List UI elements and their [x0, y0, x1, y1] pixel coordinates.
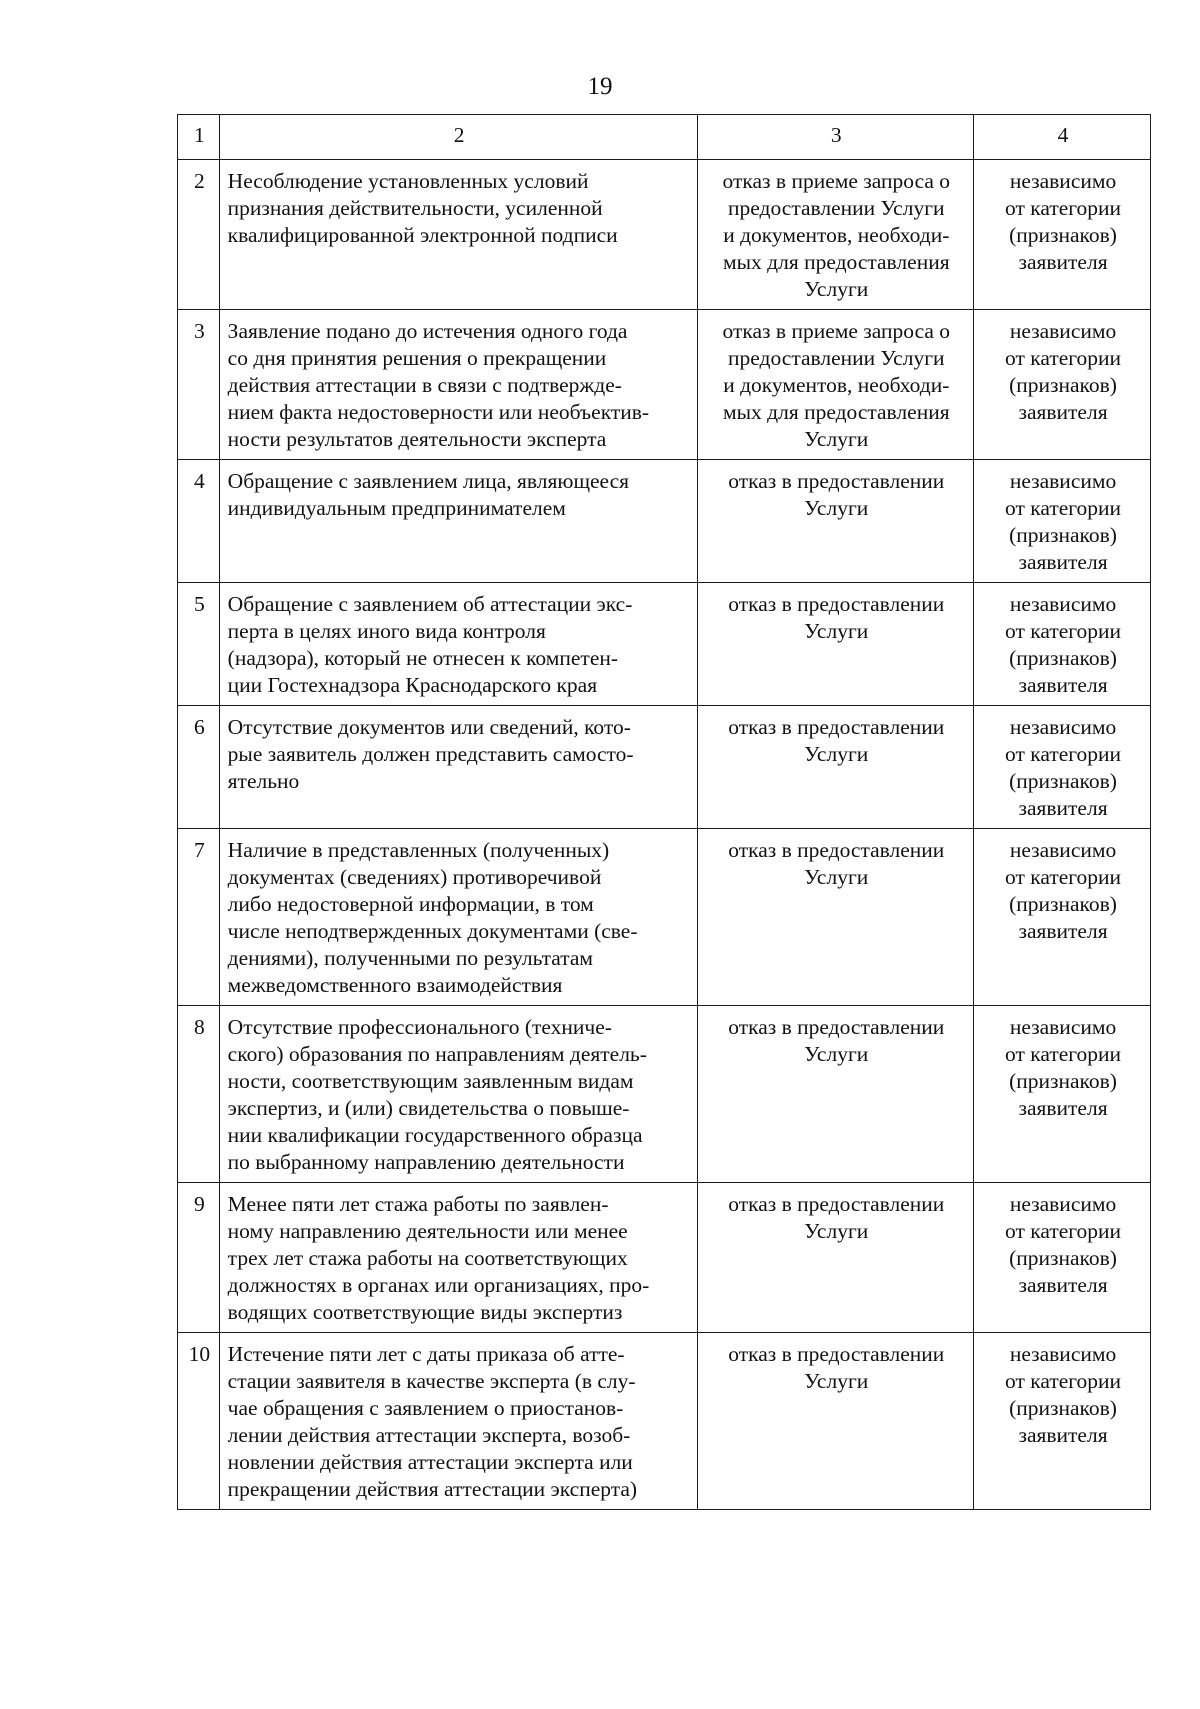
- ground-description-line: Отсутствие профессионального (техниче-: [227, 1015, 612, 1039]
- ground-description-line: чае обращения с заявлением о приостанов-: [227, 1396, 624, 1420]
- decision-type-line: Услуги: [804, 1219, 869, 1243]
- header-cell-2: 2: [219, 115, 697, 160]
- decision-type-line: отказ в приеме запроса о: [722, 319, 951, 343]
- ground-description-line: документах (сведениях) противоречивой: [227, 865, 602, 889]
- ground-description-line: по выбранному направлению деятельности: [227, 1150, 625, 1174]
- ground-description-line: со дня принятия решения о прекращении: [227, 346, 607, 370]
- header-cell-1: 1: [178, 115, 220, 160]
- ground-description-line: трех лет стажа работы на соответствующих: [227, 1246, 628, 1270]
- applicant-category: [974, 160, 1151, 310]
- decision-type-line: мых для предоставления: [722, 250, 950, 274]
- header-cell-3: 3: [697, 115, 974, 160]
- applicant-category-line: от категории: [1004, 865, 1122, 889]
- table-row: [178, 706, 1151, 829]
- ground-description-line: ности, соответствующим заявленным видам: [227, 1069, 634, 1093]
- applicant-category: [974, 460, 1151, 583]
- decision-type: [697, 460, 974, 583]
- decision-type-line: отказ в предоставлении: [728, 1342, 945, 1366]
- decision-type-line: мых для предоставления: [722, 400, 950, 424]
- applicant-category-line: заявителя: [1018, 400, 1108, 424]
- decision-type: [697, 160, 974, 310]
- applicant-category-line: (признаков): [1009, 373, 1117, 397]
- ground-description-line: признания действительности, усиленной: [227, 196, 603, 220]
- applicant-category-line: независимо: [1009, 838, 1117, 862]
- ground-description-line: ятельно: [227, 769, 300, 793]
- ground-description-line: ности результатов деятельности эксперта: [227, 427, 607, 451]
- applicant-category-line: (признаков): [1009, 892, 1117, 916]
- row-number: 10: [178, 1333, 220, 1510]
- decision-type-line: отказ в предоставлении: [728, 469, 945, 493]
- applicant-category-line: заявителя: [1018, 250, 1108, 274]
- decision-type: [697, 310, 974, 460]
- ground-description-line: Наличие в представленных (полученных): [227, 838, 610, 862]
- table-row: [178, 1183, 1151, 1333]
- decision-type-line: Услуги: [804, 742, 869, 766]
- grounds-table: [177, 114, 1151, 1510]
- applicant-category-line: заявителя: [1018, 673, 1108, 697]
- applicant-category-line: от категории: [1004, 619, 1122, 643]
- applicant-category-line: заявителя: [1018, 550, 1108, 574]
- ground-description-line: прекращении действия аттестации эксперта): [227, 1477, 638, 1501]
- table-row: [178, 310, 1151, 460]
- ground-description-line: индивидуальным предпринимателем: [227, 496, 566, 520]
- ground-description-line: Истечение пяти лет с даты приказа об атте-: [227, 1342, 625, 1366]
- row-number: 8: [178, 1006, 220, 1183]
- decision-type-line: отказ в предоставлении: [728, 838, 945, 862]
- applicant-category-line: заявителя: [1018, 1273, 1108, 1297]
- applicant-category-line: (признаков): [1009, 1069, 1117, 1093]
- ground-description: [219, 160, 697, 310]
- table-row: [178, 160, 1151, 310]
- ground-description: [219, 1006, 697, 1183]
- applicant-category-line: независимо: [1009, 592, 1117, 616]
- decision-type: [697, 583, 974, 706]
- applicant-category: [974, 706, 1151, 829]
- applicant-category-line: от категории: [1004, 196, 1122, 220]
- ground-description-line: либо недостоверной информации, в том: [227, 892, 594, 916]
- decision-type: [697, 706, 974, 829]
- ground-description: [219, 706, 697, 829]
- applicant-category-line: независимо: [1009, 169, 1117, 193]
- ground-description-line: межведомственного взаимодействия: [227, 973, 563, 997]
- applicant-category-line: от категории: [1004, 1219, 1122, 1243]
- decision-type-line: Услуги: [804, 496, 869, 520]
- applicant-category-line: заявителя: [1018, 1096, 1108, 1120]
- ground-description-line: нии квалификации государственного образца: [227, 1123, 643, 1147]
- ground-description-line: (надзора), который не отнесен к компетен-: [227, 646, 619, 670]
- applicant-category-line: независимо: [1009, 319, 1117, 343]
- table-body: [178, 115, 1151, 1510]
- header-cell-4: 4: [974, 115, 1151, 160]
- decision-type: [697, 1333, 974, 1510]
- ground-description-line: числе неподтвержденных документами (све-: [227, 919, 638, 943]
- ground-description: [219, 583, 697, 706]
- ground-description: [219, 1333, 697, 1510]
- ground-description-line: лении действия аттестации эксперта, возоб-: [227, 1423, 631, 1447]
- page-number: 19: [587, 73, 613, 100]
- decision-type-line: Услуги: [804, 277, 869, 301]
- decision-type-line: и документов, необходи-: [723, 373, 950, 397]
- decision-type: [697, 829, 974, 1006]
- ground-description: [219, 460, 697, 583]
- row-number: 9: [178, 1183, 220, 1333]
- decision-type-line: предоставлении Услуги: [728, 196, 945, 220]
- applicant-category-line: от категории: [1004, 1369, 1122, 1393]
- ground-description: [219, 310, 697, 460]
- applicant-category-line: (признаков): [1009, 523, 1117, 547]
- applicant-category-line: независимо: [1009, 715, 1117, 739]
- applicant-category-line: (признаков): [1009, 1396, 1117, 1420]
- ground-description-line: ному направлению деятельности или менее: [227, 1219, 628, 1243]
- ground-description-line: квалифицированной электронной подписи: [227, 223, 618, 247]
- ground-description-line: перта в целях иного вида контроля: [227, 619, 546, 643]
- decision-type-line: Услуги: [804, 619, 869, 643]
- decision-type-line: предоставлении Услуги: [728, 346, 945, 370]
- applicant-category-line: независимо: [1009, 1015, 1117, 1039]
- ground-description-line: Обращение с заявлением лица, являющееся: [227, 469, 630, 493]
- table-header-row: [178, 115, 1151, 160]
- decision-type-line: Услуги: [804, 1042, 869, 1066]
- applicant-category-line: заявителя: [1018, 796, 1108, 820]
- applicant-category-line: от категории: [1004, 496, 1122, 520]
- decision-type-line: отказ в предоставлении: [728, 715, 945, 739]
- ground-description-line: экспертиз, и (или) свидетельства о повыше-: [227, 1096, 630, 1120]
- decision-type: [697, 1006, 974, 1183]
- applicant-category-line: (признаков): [1009, 769, 1117, 793]
- row-number: 6: [178, 706, 220, 829]
- decision-type-line: и документов, необходи-: [723, 223, 950, 247]
- ground-description-line: действия аттестации в связи с подтвержде-: [227, 373, 622, 397]
- applicant-category-line: заявителя: [1018, 919, 1108, 943]
- ground-description-line: должностях в органах или организациях, про-: [227, 1273, 650, 1297]
- applicant-category: [974, 1183, 1151, 1333]
- applicant-category-line: независимо: [1009, 469, 1117, 493]
- ground-description-line: рые заявитель должен представить самосто-: [227, 742, 634, 766]
- decision-type-line: Услуги: [804, 427, 869, 451]
- applicant-category: [974, 310, 1151, 460]
- ground-description-line: ции Гостехнадзора Краснодарского края: [227, 673, 598, 697]
- row-number: 5: [178, 583, 220, 706]
- row-number: 7: [178, 829, 220, 1006]
- applicant-category-line: от категории: [1004, 742, 1122, 766]
- ground-description-line: новлении действия аттестации эксперта или: [227, 1450, 633, 1474]
- ground-description-line: Менее пяти лет стажа работы по заявлен-: [227, 1192, 609, 1216]
- applicant-category-line: независимо: [1009, 1342, 1117, 1366]
- ground-description-line: дениями), полученными по результатам: [227, 946, 594, 970]
- row-number: 3: [178, 310, 220, 460]
- applicant-category-line: заявителя: [1018, 1423, 1108, 1447]
- decision-type-line: Услуги: [804, 1369, 869, 1393]
- decision-type-line: отказ в приеме запроса о: [722, 169, 951, 193]
- applicant-category-line: (признаков): [1009, 646, 1117, 670]
- ground-description-line: ского) образования по направлениям деятель-: [227, 1042, 647, 1066]
- applicant-category-line: (признаков): [1009, 1246, 1117, 1270]
- row-number: 2: [178, 160, 220, 310]
- table-row: [178, 829, 1151, 1006]
- ground-description-line: Несоблюдение установленных условий: [227, 169, 589, 193]
- ground-description-line: водящих соответствующие виды экспертиз: [227, 1300, 623, 1324]
- applicant-category: [974, 583, 1151, 706]
- ground-description-line: стации заявителя в качестве эксперта (в слу-: [227, 1369, 636, 1393]
- applicant-category: [974, 1333, 1151, 1510]
- table-row: [178, 583, 1151, 706]
- decision-type-line: отказ в предоставлении: [728, 592, 945, 616]
- applicant-category: [974, 1006, 1151, 1183]
- ground-description: [219, 829, 697, 1006]
- decision-type-line: отказ в предоставлении: [728, 1015, 945, 1039]
- table-row: [178, 460, 1151, 583]
- decision-type-line: Услуги: [804, 865, 869, 889]
- table-row: [178, 1006, 1151, 1183]
- applicant-category-line: от категории: [1004, 1042, 1122, 1066]
- applicant-category-line: от категории: [1004, 346, 1122, 370]
- applicant-category-line: (признаков): [1009, 223, 1117, 247]
- ground-description: [219, 1183, 697, 1333]
- ground-description-line: Отсутствие документов или сведений, кото-: [227, 715, 631, 739]
- decision-type: [697, 1183, 974, 1333]
- applicant-category-line: независимо: [1009, 1192, 1117, 1216]
- decision-type-line: отказ в предоставлении: [728, 1192, 945, 1216]
- row-number: 4: [178, 460, 220, 583]
- applicant-category: [974, 829, 1151, 1006]
- ground-description-line: Заявление подано до истечения одного года: [227, 319, 628, 343]
- ground-description-line: Обращение с заявлением об аттестации экс-: [227, 592, 633, 616]
- ground-description-line: нием факта недостоверности или необъектив-: [227, 400, 650, 424]
- table-row: [178, 1333, 1151, 1510]
